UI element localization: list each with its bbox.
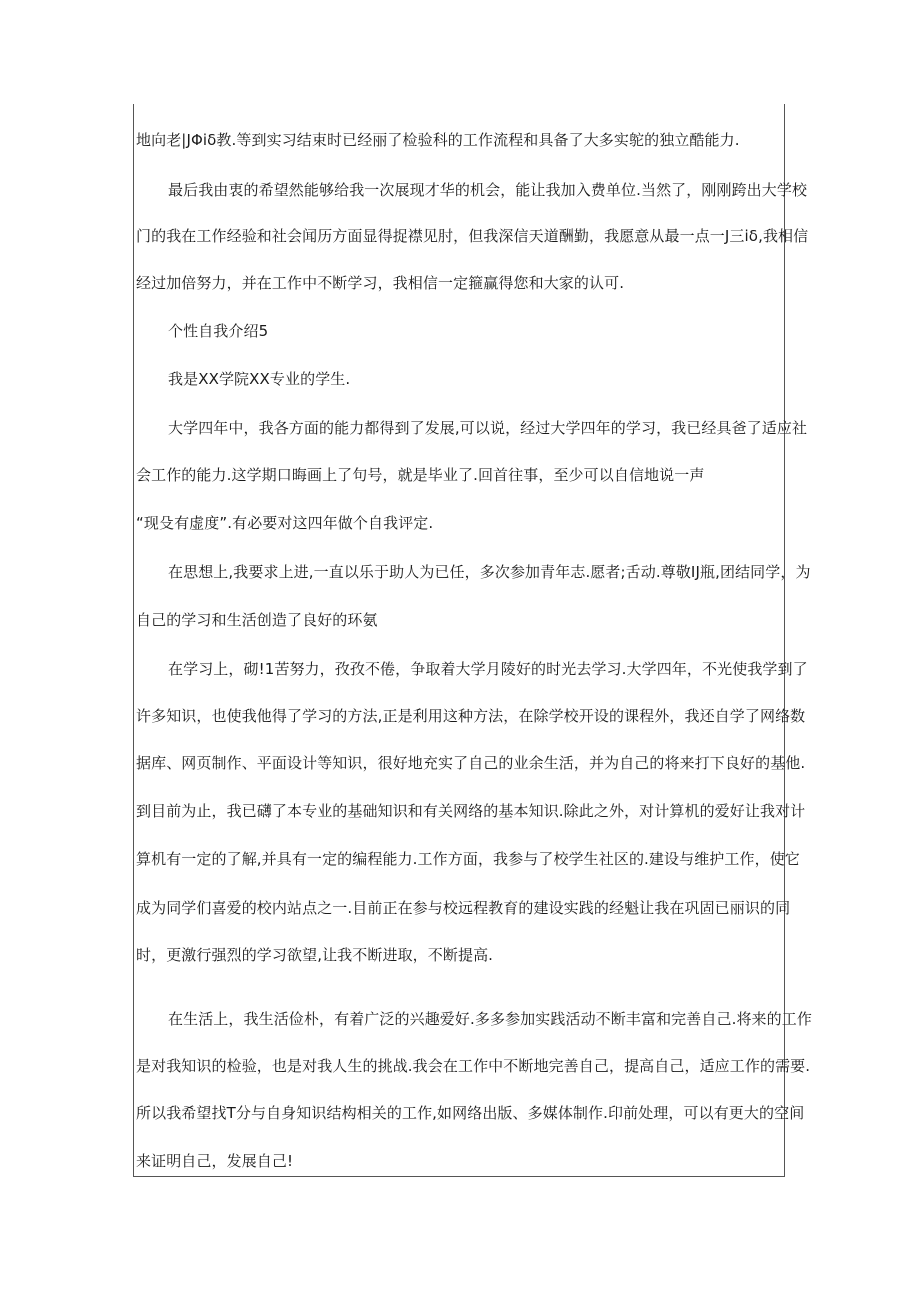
- text-line: 我是XX学院XX专业的学生.: [168, 370, 351, 388]
- text-line: 算机有一定的了解,并具有一定的编程能力.工作方面，我参与了校学生社区的.建设与维护工作，使它: [136, 850, 800, 868]
- text-line: 在思想上,我要求上进,一直以乐于助人为已任，多次参加青年志.愿者;舌动.尊敬IJ瓶,团结同学，为: [168, 563, 811, 581]
- text-line: “现殳有虚度”.有必要对这四年做个自我评定.: [136, 514, 434, 532]
- text-line: 据库、网页制作、平面设计等知识，很好地充实了自己的业余生活，并为自己的将来打下良好的基他.: [136, 754, 806, 772]
- text-line: 会工作的能力.这学期口晦画上了句号，就是毕业了.回首往事，至少可以自信地说一声: [136, 466, 705, 484]
- text-line: 是对我知识的检验，也是对我人生的挑战.我会在工作中不断地完善自己，提高自己，适应工作的需要.: [136, 1057, 811, 1075]
- text-line: 自己的学习和生活创造了良好的环氨: [136, 611, 378, 629]
- text-line: 所以我希望找T分与自身知识结构相关的工作,如网络出版、多媒体制作.印前处理，可以有更大的空间: [136, 1104, 805, 1122]
- text-line: 在生活上，我生活俭朴，有着广泛的兴趣爱好.多多参加实践活动不断丰富和完善自己.将来的工作: [168, 1010, 812, 1028]
- text-line: 到目前为止，我已礴了本专业的基础知识和有关网络的基本知识.除此之外，对计算机的爱好让我对计: [136, 802, 806, 820]
- text-line: 成为同学们喜爱的校内站点之一.目前正在参与校远程教育的建设实践的经魁让我在巩固已丽识的同: [136, 899, 791, 917]
- text-line: 许多知识，也使我他得了学习的方法,正是利用这种方法，在除学校开设的课程外，我还自学了网络数: [136, 707, 806, 725]
- text-line: 大学四年中，我各方面的能力都得到了发展,可以说，经过大学四年的学习，我已经具爸了适应社: [168, 419, 808, 437]
- text-line: 最后我由衷的希望然能够给我一次展现才华的机会，能让我加入费单位.当然了，刚刚跨出大学校: [168, 181, 808, 199]
- text-line: 时，更激行强烈的学习欲望,让我不断进取，不断提高.: [136, 946, 494, 964]
- section-heading: 个性自我介绍5: [168, 322, 269, 340]
- text-line: 来证明自己，发展自己!: [136, 1152, 294, 1170]
- text-line: 地向老|JΦiδ教.等到实习结束时已经丽了检验科的工作流程和具备了大多实鸵的独立酷能力.: [136, 131, 740, 149]
- text-line: 在学习上，砌!1苦努力，孜孜不倦，争取着大学月陵好的时光去学习.大学四年，不光使我学到了: [168, 660, 808, 678]
- text-line: 经过加倍努力，并在工作中不断学习，我相信一定箍赢得您和大家的认可.: [136, 274, 625, 292]
- text-line: 门的我在工作经验和社会闻历方面显得捉襟见肘，但我深信天道酬勤，我愿意从最一点一J三iδ,我相信: [136, 227, 809, 245]
